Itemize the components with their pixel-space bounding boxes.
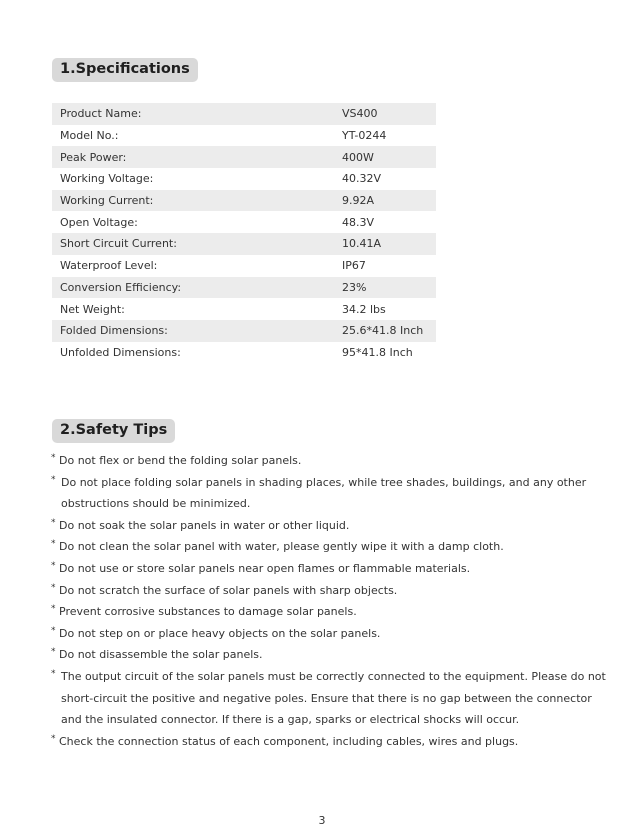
spec-label: Model No.: [60,129,119,143]
spec-label: Working Voltage: [60,172,154,186]
bullet-mark: * [51,625,56,636]
spec-label: Product Name: [52,103,334,125]
spec-value: 23% [334,277,436,299]
list-item [51,666,611,731]
list-item [51,644,611,666]
tip-text: The output circuit of the solar panels must be correctly connected to the equipment. Please do not short-circuit the positive and negative poles. Ensure that there is no gap between the connector and the insulated connector. If there is a gap, sparks or electrical shocks will occur. [61,669,606,727]
bullet-mark: * [51,582,56,593]
page-number: 3 [318,814,326,827]
spec-value: IP67 [342,259,366,273]
tip-text: Do not soak the solar panels in water or other liquid. [59,518,350,532]
bullet-mark: * [51,539,56,550]
table-row [52,320,436,342]
spec-value: 48.3V [342,215,375,229]
tip-text: Do not disassemble the solar panels. [59,648,263,662]
spec-value: 10.41A [334,233,436,255]
specifications-table [52,103,436,363]
bullet-mark: * [51,733,56,744]
tip-text: Do not step on or place heavy objects on the solar panels. [59,626,381,640]
spec-value: YT-0244 [342,129,387,143]
tip-text: Prevent corrosive substances to damage solar panels. [59,605,357,619]
spec-label: Waterproof Level: [60,259,158,273]
spec-label: Open Voltage: [60,215,138,229]
bullet-mark: * [51,647,56,658]
specifications-heading: 1.Specifications [52,58,198,82]
tip-text: Do not clean the solar panel with water, please gently wipe it with a damp cloth. [59,540,504,554]
table-row [52,146,436,168]
bullet-mark: * [51,604,56,615]
spec-value: 400W [334,146,436,168]
bullet-mark: * [51,474,56,485]
spec-value: 9.92A [334,190,436,212]
safety-tips-heading: 2.Safety Tips [52,419,175,443]
tip-text: Do not use or store solar panels near open flames or flammable materials. [59,561,471,575]
spec-value: 95*41.8 Inch [342,345,413,359]
spec-label: Net Weight: [60,302,125,316]
table-row [52,298,436,320]
spec-label: Working Current: [52,190,334,212]
table-row [52,233,436,255]
list-item [51,450,611,472]
list-item [51,601,611,623]
list-item [51,515,611,537]
spec-label: Peak Power: [52,146,334,168]
table-row [52,168,436,190]
spec-value: VS400 [334,103,436,125]
spec-label: Conversion Efficiency: [52,277,334,299]
spec-label: Short Circuit Current: [52,233,334,255]
list-item [51,580,611,602]
spec-value: 25.6*41.8 Inch [334,320,436,342]
list-item [51,558,611,580]
table-row [52,277,436,299]
tip-text: Do not place folding solar panels in shading places, while tree shades, buildings, and any other obstructions should be minimized. [61,475,587,511]
list-item [51,623,611,645]
bullet-mark: * [51,453,56,463]
table-row [52,103,436,125]
safety-tips-list [51,450,611,752]
table-row [52,342,436,364]
tip-text: Do not flex or bend the folding solar panels. [59,454,302,467]
spec-value: 34.2 lbs [342,302,386,316]
table-row [52,211,436,233]
table-row [52,190,436,212]
spec-label: Folded Dimensions: [52,320,334,342]
list-item [51,731,611,753]
tip-text: Check the connection status of each component, including cables, wires and plugs. [59,734,519,748]
spec-value: 40.32V [342,172,382,186]
tip-text: Do not scratch the surface of solar panels with sharp objects. [59,583,398,597]
bullet-mark: * [51,560,56,571]
list-item [51,472,611,515]
spec-label: Unfolded Dimensions: [60,345,181,359]
table-row [52,125,436,147]
bullet-mark: * [51,668,56,679]
table-row [52,255,436,277]
list-item [51,536,611,558]
bullet-mark: * [51,517,56,528]
